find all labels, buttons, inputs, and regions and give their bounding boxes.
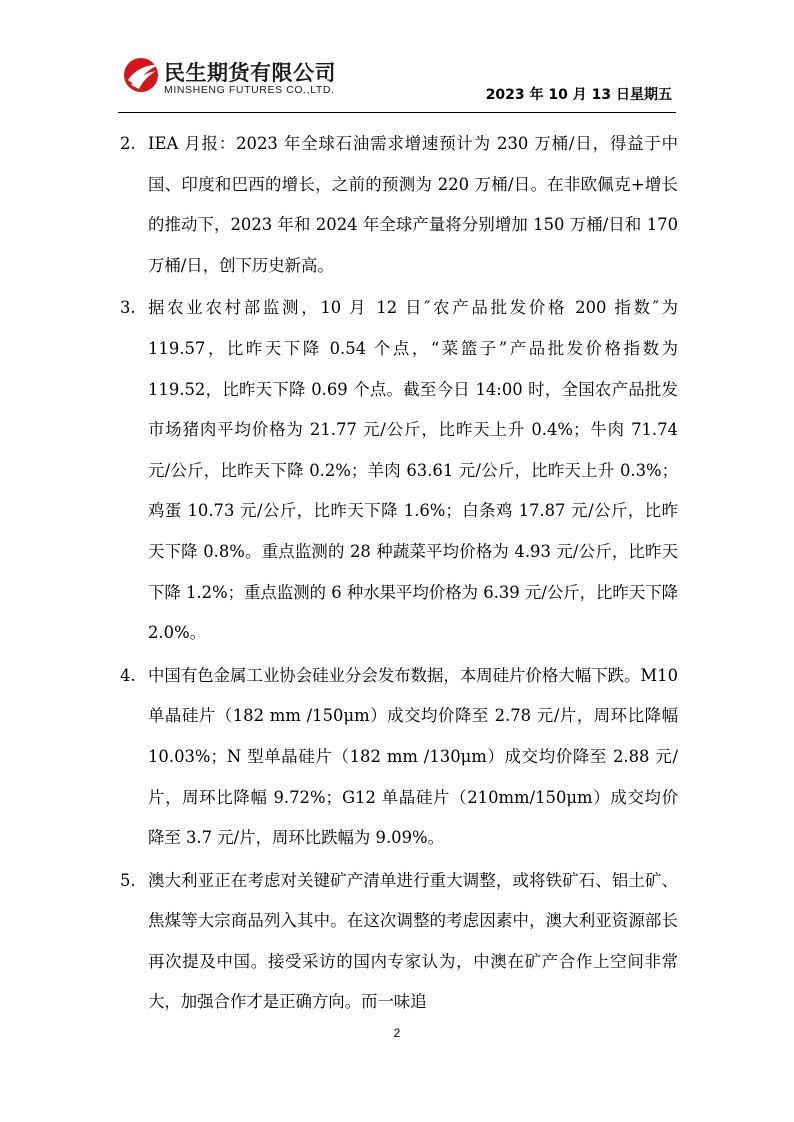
news-item-text: 澳大利亚正在考虑对关键矿产清单进行重大调整，或将铁矿石、铝土矿、焦煤等大宗商品列入其中。在这次调整的考虑因素中，澳大利亚资源部长再次提及中国。接受采访的国内专家认为，中澳在矿产合作上空间非常大，加强合作才是正确方向。而一味追 [148,870,678,1012]
news-item [118,656,678,859]
news-list [118,124,678,1023]
news-item-text: 据农业农村部监测，10 月 12 日″农产品批发价格 200 指数″为 119.57，比昨天下降 0.54 个点，“菜篮子”产品批发价格指数为 119.52，比昨天下降 0.69 个点。截至今日 14:00 时，全国农产品批发市场猪肉平均价格为 21.77 元/公斤，比昨天上升 0.4%；牛肉 71.74 元/公斤，比昨天下降 0.2%；羊肉 63.61 元/公斤，比昨天上升 0.3%；鸡蛋 10.73 元/公斤，比昨天下降 1.6%；白条鸡 17.87 元/公斤，比昨天下降 0.8%。重点监测的 28 种蔬菜平均价格为 4.93 元/公斤，比昨天下降 1.2%；重点监测的 6 种水果平均价格为 6.39 元/公斤，比昨天下降 2.0%。 [148,298,678,643]
news-item [118,288,678,653]
page-number: 2 [393,1026,401,1040]
news-item [118,861,678,1023]
news-item-number: 2. [120,134,136,153]
logo-chinese-name: 民生期货有限公司 [164,61,336,85]
news-item-number: 3. [120,298,136,318]
header-date: 2023 年 10 月 13 日星期五 [485,87,672,103]
news-item-text: IEA 月报：2023 年全球石油需求增速预计为 230 万桶/日，得益于中国、印度和巴西的增长，之前的预测为 220 万桶/日。在非欧佩克+增长的推动下，2023 年和 2024 年全球产量将分别增加 150 万桶/日和 170 万桶/日，创下历史新高。 [148,134,678,275]
minsheng-logo-icon [122,56,162,94]
news-item [118,124,678,286]
logo-english-name: MINSHENG FUTURES CO.,LTD. [164,84,335,96]
news-item-number: 5. [120,870,136,890]
news-item-number: 4. [120,665,136,685]
header-divider [118,112,676,113]
company-logo [122,55,362,99]
news-item-text: 中国有色金属工业协会硅业分会发布数据，本周硅片价格大幅下跌。M10 单晶硅片（182 mm /150μm）成交均价降至 2.78 元/片，周环比降幅 10.03%；N 型单晶硅片（182 mm /130μm）成交均价降至 2.88 元/片，周环比降幅 9.72%；G12 单晶硅片（210mm/150μm）成交均价降至 3.7 元/片，周环比跌幅为 9.09%。 [148,665,678,848]
